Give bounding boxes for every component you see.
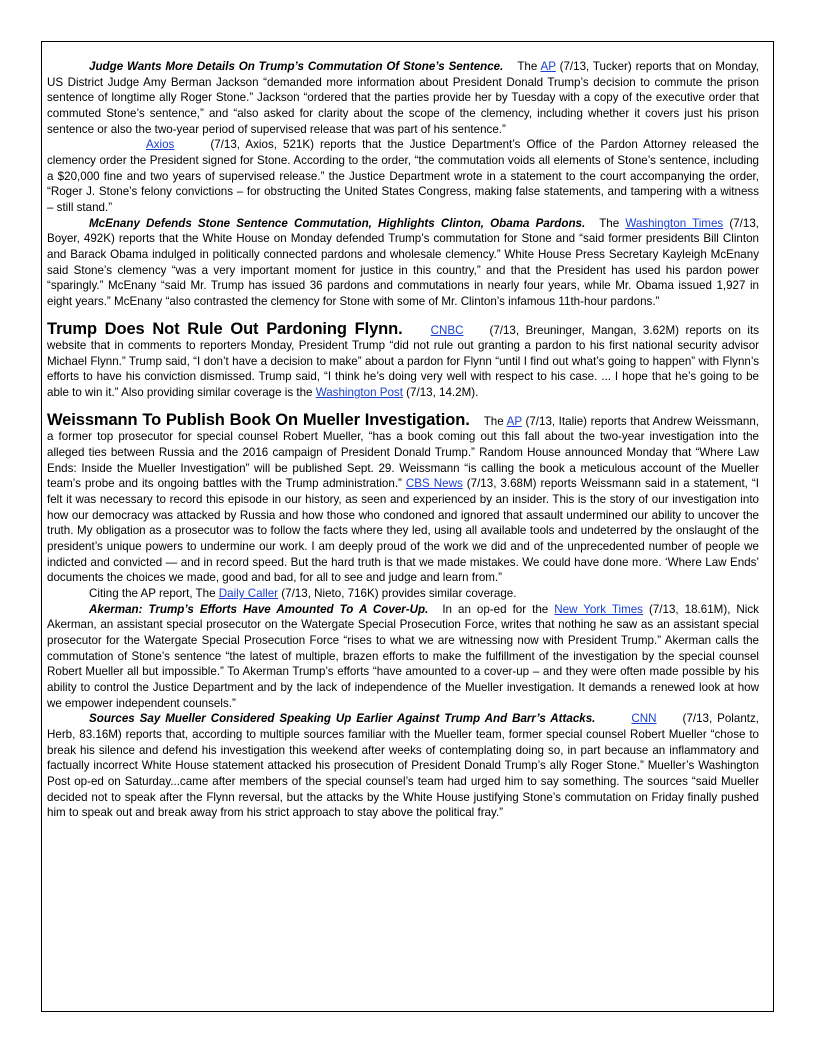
body-text: (7/13, 18.61M), Nick Akerman, an assistant special prosecutor on the Watergate Special Prosecution Force, writes that nothing he saw as an assistant special prosecutor for the Watergate Special Prosecution Force “rises to what we are witnessing now with President Trump.” Akerman calls the commutation of Stone’s sentence “the latest of multiple, brazen efforts to make the fulfillment of the investigation by the special counsel Robert Mueller all but impossible.” To Akerman Trump’s efforts “have amounted to a cover-up – and they were often made possible by his ability to control the Justice Department and by the lack of independence of the Mueller investigation. It demands a renewed look at how we empower independent counsels.”: [47, 602, 759, 710]
source-link-ap[interactable]: AP: [540, 60, 556, 73]
body-text: (7/13, Boyer, 492K) reports that the White House on Monday defended Trump’s commutation for Stone and “said former presidents Bill Clinton and Barack Obama indulged in politically connected pardons and wholesale clemency.” White House Press Secretary Kayleigh McEnany said Stone’s clemency “was a very important moment for justice in this country,” and that the President has used his pardon power “sparingly.” McEnany “said Mr. Trump has issued 36 pardons and commutations in nearly four years, while Mr. Obama issued 1,927 in eight years.” McEnany “also contrasted the clemency for Stone with some of Mr. Clinton’s infamous 11th-hour pardons.”: [47, 216, 759, 308]
lead-text: In an op-ed for the: [442, 602, 555, 616]
body-text: (7/13, Italie) reports that Andrew Weissmann, a former top prosecutor for special counsel Robert Mueller, “has a book coming out this fall about the two-year investigation into the alleged ties between Russia and the 2016 campaign of President Donald Trump.” Random House announced Monday that “Where Law Ends: Inside the Mueller Investigation” will be published Sept. 29. Weissmann “is calling the book a meticulous account of the Mueller team’s probe and its ongoing battles with the Trump administration.”: [47, 414, 759, 491]
body-text: (7/13, Breuninger, Mangan, 3.62M) reports on its website that in comments to reporters Monday, President Trump “did not rule out granting a pardon to his first national security advisor Michael Flynn.” Trump said, “I don’t have a decision to make” about a pardon for Flynn “until I find out what’s going to happen” with Flynn’s efforts to have his conviction dismissed. Trump said, “I think he’s doing very well with respect to his case. ... I hope that he’s going to be able to win it.” Also providing similar coverage is the: [47, 323, 759, 400]
source-link-new-york-times[interactable]: New York Times: [554, 602, 643, 616]
source-link-cbs-news[interactable]: CBS News: [405, 477, 463, 491]
tail-text: (7/13, 3.68M) reports Weissmann said in a statement, “I felt it was necessary to record this episode in our history, as seen and experienced by an insider. This is the story of our investigation into how our democracy was attacked by Russia and how those who condoned and ignored that assault undermined our ability to uncover the truth. My obligation as a prosecutor was to follow the facts where they led, using all available tools and undeterred by the onslaught of the president’s unique powers to undermine our work. I am deeply proud of the work we did and of the unprecedented number of people we indicted and convicted — and in record speed. But the hard truth is that we made mistakes. We could have done more. ‘Where Law Ends’ documents the choices we made, good and bad, for all to see and judge and learn from.”: [47, 477, 759, 585]
source-link-washington-post[interactable]: Washington Post: [315, 386, 403, 400]
article-akerman: [47, 602, 759, 712]
briefing-content: [47, 59, 759, 821]
lead-text: Citing the AP report, The: [89, 587, 219, 600]
headline: Sources Say Mueller Considered Speaking Up Earlier Against Trump And Barr’s Attacks.: [89, 712, 596, 726]
body-text: (7/13, Tucker) reports that on Monday, US District Judge Amy Berman Jackson “demanded more information about President Donald Trump’s decision to commute the prison sentence of longtime ally Roger Stone.” Jackson “ordered that the parties provide her by Tuesday with a copy of the executive order that commuted Stone’s sentence,” and “also asked for clarity about the scope of the clemency, including whether it covers just his prison sentence or also the two-year period of supervised release that was part of his sentence.”: [47, 60, 759, 136]
article-mcenany: [47, 216, 759, 310]
lead-text: The: [483, 414, 507, 428]
lead-text: The: [517, 60, 541, 73]
source-link-washington-times[interactable]: Washington Times: [625, 216, 724, 230]
headline: Weissmann To Publish Book On Mueller Investigation.: [47, 410, 470, 429]
headline: McEnany Defends Stone Sentence Commutation, Highlights Clinton, Obama Pardons.: [89, 216, 586, 230]
headline: Trump Does Not Rule Out Pardoning Flynn.: [47, 319, 403, 338]
source-link-cnn[interactable]: CNN: [631, 712, 657, 726]
source-link-ap[interactable]: AP: [506, 414, 522, 428]
source-link-cnbc[interactable]: CNBC: [430, 323, 464, 337]
source-link-axios[interactable]: Axios: [146, 138, 175, 152]
article-flynn: [47, 319, 759, 401]
tail-text: (7/13, 14.2M).: [402, 386, 479, 400]
article-daily-caller: [47, 586, 759, 602]
headline: Judge Wants More Details On Trump’s Commutation Of Stone’s Sentence.: [89, 60, 504, 73]
body-text: (7/13, Nieto, 716K) provides similar coverage.: [278, 587, 517, 600]
headline: Akerman: Trump’s Efforts Have Amounted To A Cover-Up.: [89, 602, 429, 616]
article-weissmann: [47, 410, 759, 586]
source-link-daily-caller[interactable]: Daily Caller: [218, 587, 279, 600]
article-stone-judge: [47, 59, 759, 137]
body-text: (7/13, Axios, 521K) reports that the Justice Department’s Office of the Pardon Attorney released the clemency order the President signed for Stone. According to the order, “the commutation voids all elements of Stone’s sentence, including a $20,000 fine and two years of supervised release.” the Justice Department wrote in a statement to the court accompanying the order, “Roger J. Stone’s felony convictions – for obstructing the United States Congress, making false statements, and tampering with a witness – still stand.”: [47, 138, 759, 214]
article-mueller-sources: [47, 711, 759, 821]
article-axios: [47, 137, 759, 215]
body-text: (7/13, Polantz, Herb, 83.16M) reports that, according to multiple sources familiar with the Mueller team, former special counsel Robert Mueller “chose to break his silence and defend his investigation this weekend after weeks of contemplating doing so, in part because an inflammatory and factually incorrect White House statement attacked his prosecution of President Donald Trump’s ally Roger Stone.” Mueller’s Washington Post op-ed on Saturday...came after members of the special counsel’s team had urged him to say something. The sources “said Mueller decided not to speak after the Flynn reversal, but the attacks by the White House justifying Stone’s commutation on Friday finally pushed him to speak out and break away from his strict approach to stay above the political fray.”: [47, 712, 760, 820]
lead-text: The: [599, 216, 626, 230]
